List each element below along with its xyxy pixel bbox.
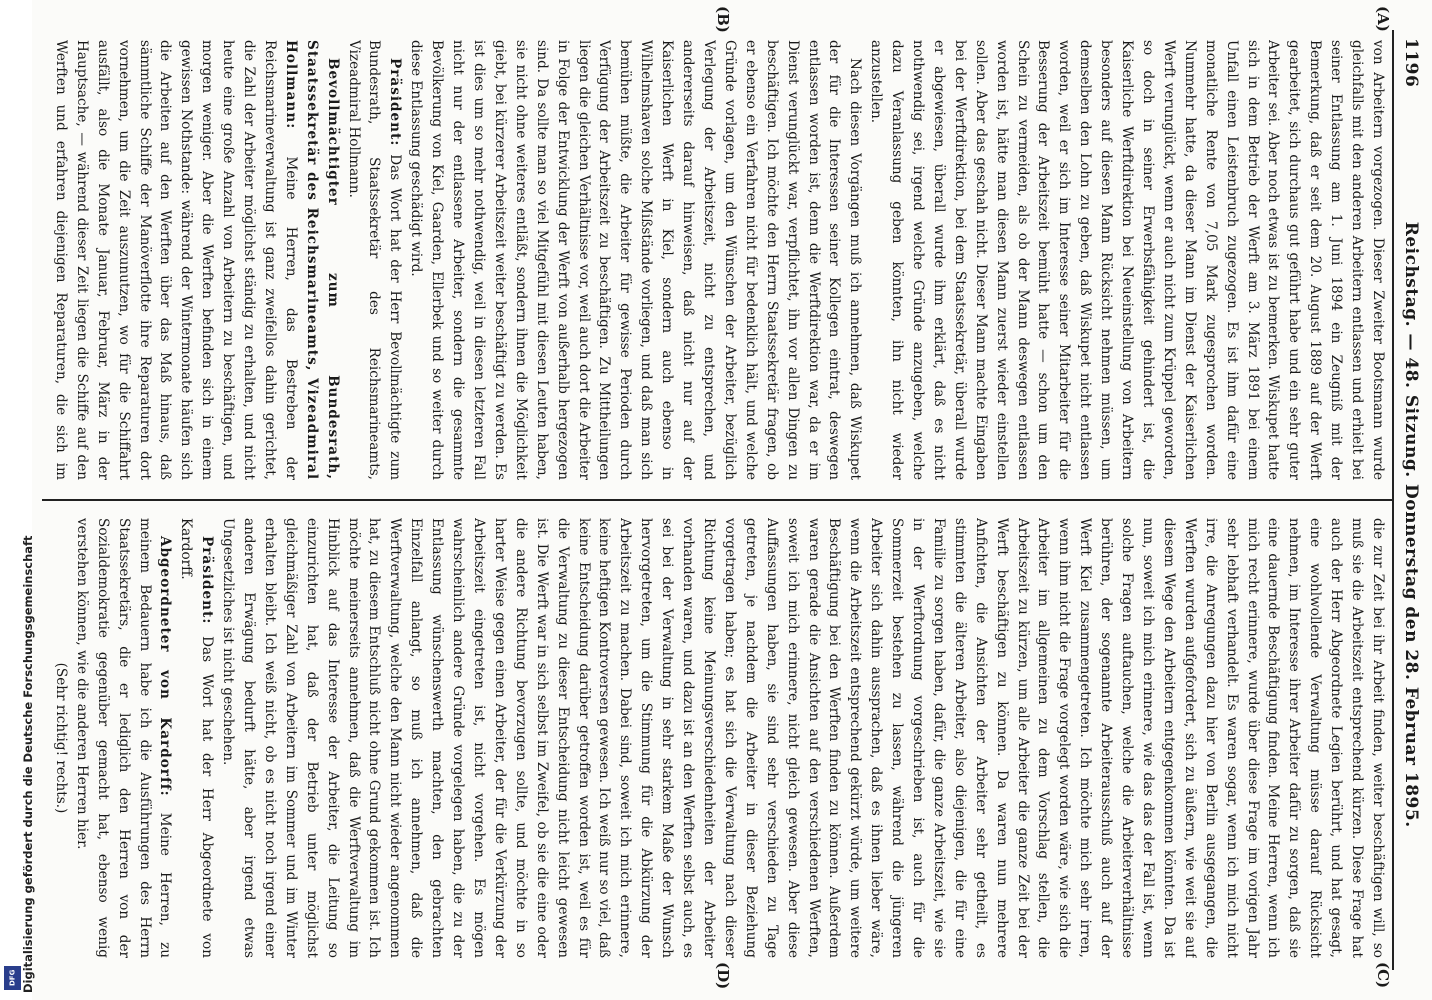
column-divider (42, 499, 1392, 501)
margin-letter-c: (C) (1374, 962, 1392, 989)
paragraph-text: die zur Zeit bei ihr Arbeit finden, weiter beschäftigen will, so muß sie die Arbeitszeit entsprechend kürzen. Diese Frage hat auch der Herr Abgeordnete Legien berührt, und hat gesagt, eine wohlwollende Verwaltung müsse darauf Rücksicht nehmen, im Interesse ihrer Arbeiter dafür zu sorgen, daß sie eine dauernde Beschäftigung finden. Meine Herren, wenn ich mich recht erinnere, wurde über diese Frage im vorigen Jahr sehr lebhaft verhandelt. Es waren sogar, wenn ich mich nicht irre, die Anregungen dazu hier von Berlin ausgegangen, die Werften wurden aufgefordert, sich zu äußern, wie weit sie auf diesem Wege den Arbeitern entgegenkommen könnten. Da ist nun, soweit ich mich erinnere, wie das das der Fall ist, wenn solche Fragen auftauchen, welche die Arbeiterverhältnisse berühren, der sogenannte Arbeiterausschuß auch auf der Werft Kiel zusammengetreten. Ich möchte mich sehr irren, wenn ihm nicht die Frage vorgelegt worden wäre, wie sich die Arbeiter im allgemeinen zu dem Vorschlag stellen, die Arbeitszeit zu kürzen, um alle Arbeiter die ganze Zeit bei der Werft beschäftigen zu können. Da waren nun mehrere Anfichten, die Ansichten der Arbeiter sehr getheilt, es stimmten die älteren Arbeiter, also diejenigen, die für eine Familie zu sorgen haben, dafür, die ganze Arbeitszeit, wie sie in der Werftordnung vorgeschrieben ist, auch für die Sommerzeit bestehen zu lassen, während die jüngeren Arbeiter sich dahin aussprachen, daß es ihnen lieber wäre, wenn die Arbeitszeit entsprechend gekürzt würde, um weitere Beschäftigung bei den Werften finden zu können. Außerdem waren gerade die Ansichten auf den verschiedenen Werften, soweit ich mich erinnere, nicht gleich gewesen. Aber diese Auffassungen haben, sie sind sehr verschieden zu Tage getreten, je nachdem die Arbeiter in dieser Beziehung vorgetragen haben; es hat sich die Verwaltung nach dieser Richtung keine Meinungsverschiedenheiten der Arbeiter vorhanden waren, und dazu ist an den Werften selbst auch, es sei bei der Verwaltung in sehr starkem Maße der Wunsch hervorgetreten, um die Stimmung für die Abkürzung der Arbeitszeit zu machen. Dabei sind, soweit ich mich erinnere, keine heftigen Kontroversen gewesen. Ich weiß nur so viel, daß keine Entscheidung darüber getroffen worden ist, weil es für die Verwaltung zu dieser Entscheidung nicht leicht gewesen ist. Die Werft war in sich selbst im Zweifel, ob sie die eine oder die andere Richtung bevorzugen sollte, und möchte in so harter Weise gegen einen Arbeiter, der für die Verkürzung der Arbeitszeit eingetreten ist, nicht vorgehen. Es mögen wahrscheinlich andere Gründe vorgelegen haben, die zu der Entlassung wünschenswerth machten, den gebrachten Einzelfall anlangt, so muß ich annehmen, daß die Werftverwaltung, welche den Mann nicht wieder angenommen hat, zu diesem Entschluß nicht ohne Grund gekommen ist. Ich möchte meinerseits annehmen, daß die Werftverwaltung im Hinblick auf das Interesse der Arbeiter, die Leitung so einzurichten hat, daß der Betrieb unter möglichst gleichmäßiger Zahl von Arbeitern im Sommer und im Winter erhalten bleibt. Ich weiß nicht, ob es nicht noch irgend einer anderen Erwägung bedurft hätte, aber irgend etwas Ungesetzliches ist nicht geschehen. (220, 518, 1386, 958)
paragraph-text: Das Wort hat der Herr Bevollmächtigte zum Bundesrath, Staatssekretär des Reichsmarineamts, Vizeadmiral Hollmann. (345, 40, 404, 480)
footer-bar (0, 0, 35, 1000)
interjection (50, 518, 71, 958)
speaker-paragraph (343, 40, 406, 480)
paragraph-text: (Sehr richtig! rechts.) (52, 662, 69, 814)
paragraph (405, 40, 865, 480)
margin-letter-a: (A) (1374, 6, 1392, 32)
margin-letter-d: (D) (714, 962, 732, 990)
header-rule (1392, 30, 1394, 970)
speaker-paragraph (175, 518, 217, 958)
paragraph-text: Meine Herren, das Bestreben der Reichsmarineverwaltung ist ganz zweifellos dahin gerichtet, die Zahl der Arbeiter möglichst ständig zu erhalten, und nicht heute eine große Anzahl von Arbeitern zu beschäftigen, und morgen weniger. Aber die Werften befinden sich in einem gewissen Nothstande: während der Wintermonate häufen sich die Arbeiten auf den Werften über das Maß hinaus, daß sämmtliche Schiffe der Manöverflotte ihre Reparaturen dort vornehmen, um die Zeit auszunutzen, wo für die Schiffahrt ausfällt, also die Monate Januar, Februar, März in der Hauptsache, — während dieser Zeit liegen die Schiffe auf den Werften und erfahren diejenigen Reparaturen, die sich im (52, 40, 299, 480)
page-header (1398, 38, 1424, 962)
paragraph-text: Meine Herren, zu meinem Bedauern habe ich die Ausführungen des Herrn Staatssekretärs, die er lediglich den Herren von der Sozialdemokratie gegenüber gemacht hat, ebenso wenig verstehen können, wie die anderen Herren hier. (73, 518, 174, 958)
right-column (48, 518, 1388, 958)
paragraph-text: Nach diesen Vorgängen muß ich annehmen, daß Wiskupet der für die Interessen seiner Kollegen eintrat, deswegen entlassen worden ist, denn die Werftdirektion war, da er im Dienst verunglückt war, verpflichtet, ihn vor allen Dingen zu beschäftigen. Ich möchte den Herrn Staatssekretär fragen, ob er ebenso ein Verfahren nicht für bedenklich hält, und welche Gründe vorlagen, um den Wünschen der Arbeiter, bezüglich Verlegung der Arbeitszeit, nicht zu entsprechen, und andererseits darauf hinweisen, daß nicht nur auf der Kaiserlichen Werft in Kiel, sondern auch ebenso in Wilhelmshaven solche Mißstände vorliegen, und daß man sich bemühen müßte, die Arbeiter für gewisse Perioden durch Verfügung der Arbeitszeit zu beschäftigen. Zu Mittheilungen liegen die gleichen Verhältnisse vor, weil auch dort die Arbeiter in Folge der Entwicklung der Werft von außerhalb hergezogen sind. Da sollte man so viel Mitgefühl mit diesen Leuten haben, sie nicht ohne weiteres entläßt, sondern ihnen die Möglichkeit giebt, bei kürzerer Arbeitszeit weiter beschäftigt zu werden. Es ist dies um so mehr nothwendig, weil in diesen letzteren Fall nicht nur der entlassene Arbeiter, sondern die gesammte Bevölkerung von Kiel, Gaarden, Ellerbek und so weiter durch diese Entlassung geschädigt wird. (408, 40, 864, 480)
paragraph-text: von Arbeitern vorgezogen. Dieser Zweiter Bootsmann wurde gleichfalls mit den anderen Arbeitern entlassen und erhielt bei seiner Entlassung am 1. Juni 1894 ein Zeugniß mit der Bemerkung, daß er seit dem 20. August 1889 auf der Werft gearbeitet, sich durchaus gut geführt habe und ein sehr guter Arbeiter sei. Aber noch etwas ist zu bemerken. Wiskupet hatte sich in dem Betrieb der Werft am 3. März 1891 bei einem Unfall einen Leistenbruch zugezogen. Es ist ihm dafür eine monatliche Rente von 7,05 Mark zugesprochen worden. Nummehr hatte, da dieser Mann im Dienst der Kaiserlichen Werft verunglückt, wenn er auch nicht zum Krüppel geworden, so doch in seiner Erwerbsfähigkeit gehindert ist, die Kaiserliche Werftdirektion bei Neueinstellung von Arbeitern besonders auf diesen Mann Rücksicht nehmen müssen, um demselben den Lohn zu geben, daß Wiskupet nicht entlassen worden, weil er sich im Interesse seiner Mitarbeiter für die Besserung der Arbeitszeit bemüht hatte — schon um den Schein zu vermeiden, als ob der Mann deswegen entlassen worden ist, hätte man diesen Mann zuerst wieder einstellen sollen. Aber das geschah nicht. Dieser Mann machte Eingaben bei der Werftdirektion, bei dem Staatssekretär, überall wurde er abgewiesen, überall wurde ihm erklärt, daß es nicht nothwendig sei, irgend welche Gründe anzugeben, welche dazu Veranlassung geben könnten, ihn nicht wieder anzustellen. (868, 40, 1386, 480)
dfg-logo: DFG (4, 966, 21, 990)
speaker-name: Präsident: (199, 536, 216, 625)
page-title: Reichstag. — 48. Sitzung. Donnerstag den 28. Februar 1895. (1401, 221, 1421, 828)
margin-letter-b: (B) (714, 6, 732, 33)
document-page (32, 0, 1432, 1000)
speaker-name: Bevollmächtigter zum Bundesrath, Staatssekretär des Reichsmarineamts, Vizeadmiral Hollmann: (282, 40, 341, 480)
left-column (48, 40, 1388, 480)
paragraph-continued (865, 40, 1388, 480)
speaker-name: Abgeordneter von Kardorff: (157, 536, 174, 797)
paragraph-text: Das Wort hat der Herr Abgeordnete von Kardorff. (178, 518, 216, 958)
speaker-name: Präsident: (387, 58, 404, 147)
speaker-paragraph (71, 518, 176, 958)
paragraph-continued (217, 518, 1388, 958)
speaker-paragraph (48, 40, 343, 480)
footer-credit: Digitalisierung gefördert durch die Deutsche Forschungsgemeinschaft (21, 535, 35, 993)
page-number: 1196 (1401, 38, 1421, 88)
paragraph (48, 518, 50, 958)
